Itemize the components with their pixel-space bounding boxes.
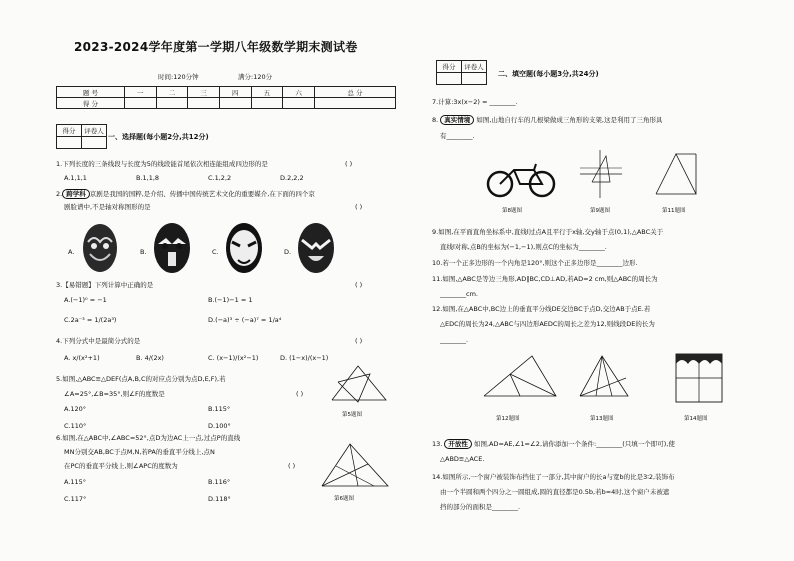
q3-text: 3.【易错题】下列计算中正确的是: [56, 281, 154, 289]
q13-text-2: △ABD≌△ACE.: [440, 455, 485, 463]
score-cell[interactable]: [251, 98, 283, 109]
q12-text-1: 12.如图,在△ABC中,BC边上的垂直平分线DE交边BC于点D,交边AB于点E.若: [432, 305, 651, 313]
q3-option[interactable]: B.(−1)−1 = 1: [208, 296, 253, 304]
score-cell[interactable]: [283, 98, 315, 109]
exam-full-score: 满分:120分: [238, 73, 273, 81]
grader-label: 评卷人: [82, 125, 107, 137]
q2-text: 2. 跨学科 京剧是我国的国粹,是介绍、传播中国传统艺术文化的重要媒介,在下面的四个京: [56, 190, 315, 198]
q4-paren: ( ): [355, 337, 363, 345]
q14-window-figure: [672, 350, 726, 406]
q6-option[interactable]: B.116°: [208, 478, 231, 486]
section-1-title: 一、选择题(每小题2分,共12分): [108, 133, 209, 141]
q4-option[interactable]: B. 4/(2x): [136, 354, 164, 362]
grader-label: 得分: [437, 61, 462, 73]
score-header: 一: [124, 87, 156, 98]
q3-option[interactable]: A.(−1)⁰ = −1: [64, 296, 107, 304]
grader-box: [56, 124, 107, 149]
q13-text: 13. 开放性 如图,AD=AE,∠1=∠2,请你添加一个条件:________(只填一个即可),使: [432, 440, 675, 448]
q6-text-3: 在PC的垂直平分线上,则∠APC的度数为: [64, 462, 178, 470]
grader-cell[interactable]: [437, 73, 462, 85]
q1-option[interactable]: A.1,1,1: [64, 174, 87, 182]
q13-figure: [576, 352, 636, 402]
q6-option[interactable]: D.118°: [208, 495, 231, 503]
q6-text-1: 6.如图,在△ABC中,∠ABC=52°,点D为边AC上一点,过点P的直线: [56, 434, 241, 442]
q8-text-2: 有________.: [440, 132, 475, 140]
section-2-title: 二、填空题(每小题3分,共24分): [498, 70, 599, 78]
q2-option-label[interactable]: D.: [284, 248, 292, 256]
q2-text-2: 剧脸谱中,不是轴对称图形的是: [64, 203, 151, 211]
q5-option[interactable]: D.100°: [208, 422, 231, 430]
score-cell[interactable]: [156, 98, 188, 109]
q6-text-2: MN分别交AB,BC于点M,N,若PA的垂直平分线上,点N: [64, 448, 215, 456]
mask-d: [298, 223, 334, 273]
grader-cell[interactable]: [82, 137, 107, 149]
q5-figure-caption: 第5题图: [342, 412, 362, 418]
score-cell[interactable]: [315, 98, 396, 109]
exam-time: 时间:120分钟: [158, 73, 199, 81]
q5-text-2: ∠A=25°,∠B=35°,则∠F的度数是: [64, 390, 165, 398]
q4-text: 4.下列分式中是最简分式的是: [56, 337, 141, 345]
q12-text-3: ________.: [440, 336, 469, 344]
q13-tag: 开放性: [444, 439, 472, 449]
fig11-caption: 第11题图: [662, 208, 686, 214]
q8-text: 8. 真实情境 如图,山地自行车的几根梁做成三角形的支架,这是利用了三角形具: [432, 116, 663, 124]
q5-paren: ( ): [296, 390, 304, 398]
bicycle-figure: [486, 160, 556, 198]
mask-a: [83, 224, 117, 272]
q2-option-label[interactable]: C.: [212, 248, 219, 256]
mask-b: [154, 223, 190, 273]
score-header: 四: [219, 87, 251, 98]
q4-option[interactable]: D. (1−x)/(x−1): [280, 354, 329, 362]
opera-masks-image: [80, 222, 380, 276]
score-table: [56, 86, 396, 109]
q6-option[interactable]: A.115°: [64, 478, 87, 486]
q1-text: 1.下列长度的三条线段与长度为5的线段能首尾依次相连能组成四边形的是: [56, 160, 268, 168]
fig14-caption: 第14题图: [684, 416, 708, 422]
q12-text-2: △EDC的周长为24,△ABC与四边形AEDC的周长之差为12,则线段DE的长为: [440, 320, 655, 328]
q5-option[interactable]: A.120°: [64, 405, 87, 413]
q14-text-1: 14.如图所示,一个窗户被装饰布挡住了一部分,其中窗户的长a与宽b的比是3∶2,装饰布: [432, 473, 675, 481]
q11-figure: [652, 150, 706, 200]
q9-figure: [576, 148, 624, 200]
grader-label: 得分: [57, 125, 82, 137]
q2-tag: 跨学科: [62, 189, 90, 199]
mask-c: [226, 223, 262, 273]
q5-option[interactable]: B.115°: [208, 405, 231, 413]
q8-tag: 真实情境: [440, 115, 474, 125]
q9-text-2: 直线l对称,点B的坐标为(−1,−1),则点C的坐标为________.: [440, 243, 607, 251]
q11-text-2: ________cm.: [440, 290, 478, 298]
q7-text: 7.计算:3x(x−2) = ________.: [432, 98, 518, 106]
score-header: 二: [156, 87, 188, 98]
q6-figure-caption: 第6题图: [334, 496, 354, 502]
q1-paren: ( ): [345, 160, 353, 168]
q6-paren: ( ): [288, 462, 296, 470]
q5-option[interactable]: C.110°: [64, 422, 87, 430]
score-header: 三: [188, 87, 220, 98]
score-header: 五: [251, 87, 283, 98]
q1-option[interactable]: B.1,1,8: [136, 174, 160, 182]
q11-text-1: 11.如图,△ABC是等边三角形,AD∥BC,CD⊥AD,若AD=2 cm,则△ABC的周长为: [432, 275, 658, 283]
q4-option[interactable]: C. (x−1)/(x²−1): [208, 354, 259, 362]
q6-option[interactable]: C.117°: [64, 495, 87, 503]
fig8-caption: 第8题图: [502, 208, 522, 214]
exam-title: 2023-2024学年度第一学期八年级数学期末测试卷: [74, 40, 358, 54]
grader-cell[interactable]: [462, 73, 487, 85]
score-cell[interactable]: [219, 98, 251, 109]
q1-option[interactable]: C.1,2,2: [208, 174, 232, 182]
score-cell[interactable]: [188, 98, 220, 109]
grader-cell[interactable]: [57, 137, 82, 149]
score-header: 六: [283, 87, 315, 98]
q14-text-2: 由一个半圆和两个四分之一圆组成,圆的直径都是0.5b,若b=4时,这个窗户未被遮: [440, 488, 670, 496]
score-header: 总 分: [315, 87, 396, 98]
grader-label: 评卷人: [462, 61, 487, 73]
q9-text-1: 9.如图,在平面直角坐标系中,直线l过点A且平行于x轴,交y轴于点(0,1),△ABC关于: [432, 228, 664, 236]
q5-figure: [328, 362, 390, 406]
q3-option[interactable]: C.2a⁻³ = 1/(2a³): [64, 316, 117, 324]
q4-option[interactable]: A. x/(x²+1): [64, 354, 100, 362]
q10-text: 10.若一个正多边形的一个内角是120°,则这个正多边形是________边形.: [432, 259, 638, 267]
fig13-caption: 第13题图: [590, 416, 614, 422]
q14-text-3: 挡的部分的面积是________.: [440, 503, 521, 511]
q2-paren: ( ): [355, 203, 363, 211]
q3-option[interactable]: D.(−a)³ ÷ (−a)⁷ = 1/a⁴: [208, 316, 282, 324]
fig9-caption: 第9题图: [590, 208, 610, 214]
q12-figure: [480, 350, 560, 402]
q2-option-label[interactable]: B.: [140, 248, 147, 256]
grader-box-2: [436, 60, 487, 85]
q5-text-1: 5.如图,△ABC≌△DEF(点A,B,C的对应点分别为点D,E,F),若: [56, 375, 226, 383]
q6-figure: [318, 440, 392, 492]
q2-option-label[interactable]: A.: [68, 248, 75, 256]
score-row-label: 得 分: [57, 98, 125, 109]
q1-option[interactable]: D.2,2,2: [280, 174, 304, 182]
right-page: [400, 0, 794, 561]
q3-paren: ( ): [355, 281, 363, 289]
fig12-caption: 第12题图: [496, 416, 520, 422]
score-header: 题 号: [57, 87, 125, 98]
score-cell[interactable]: [124, 98, 156, 109]
